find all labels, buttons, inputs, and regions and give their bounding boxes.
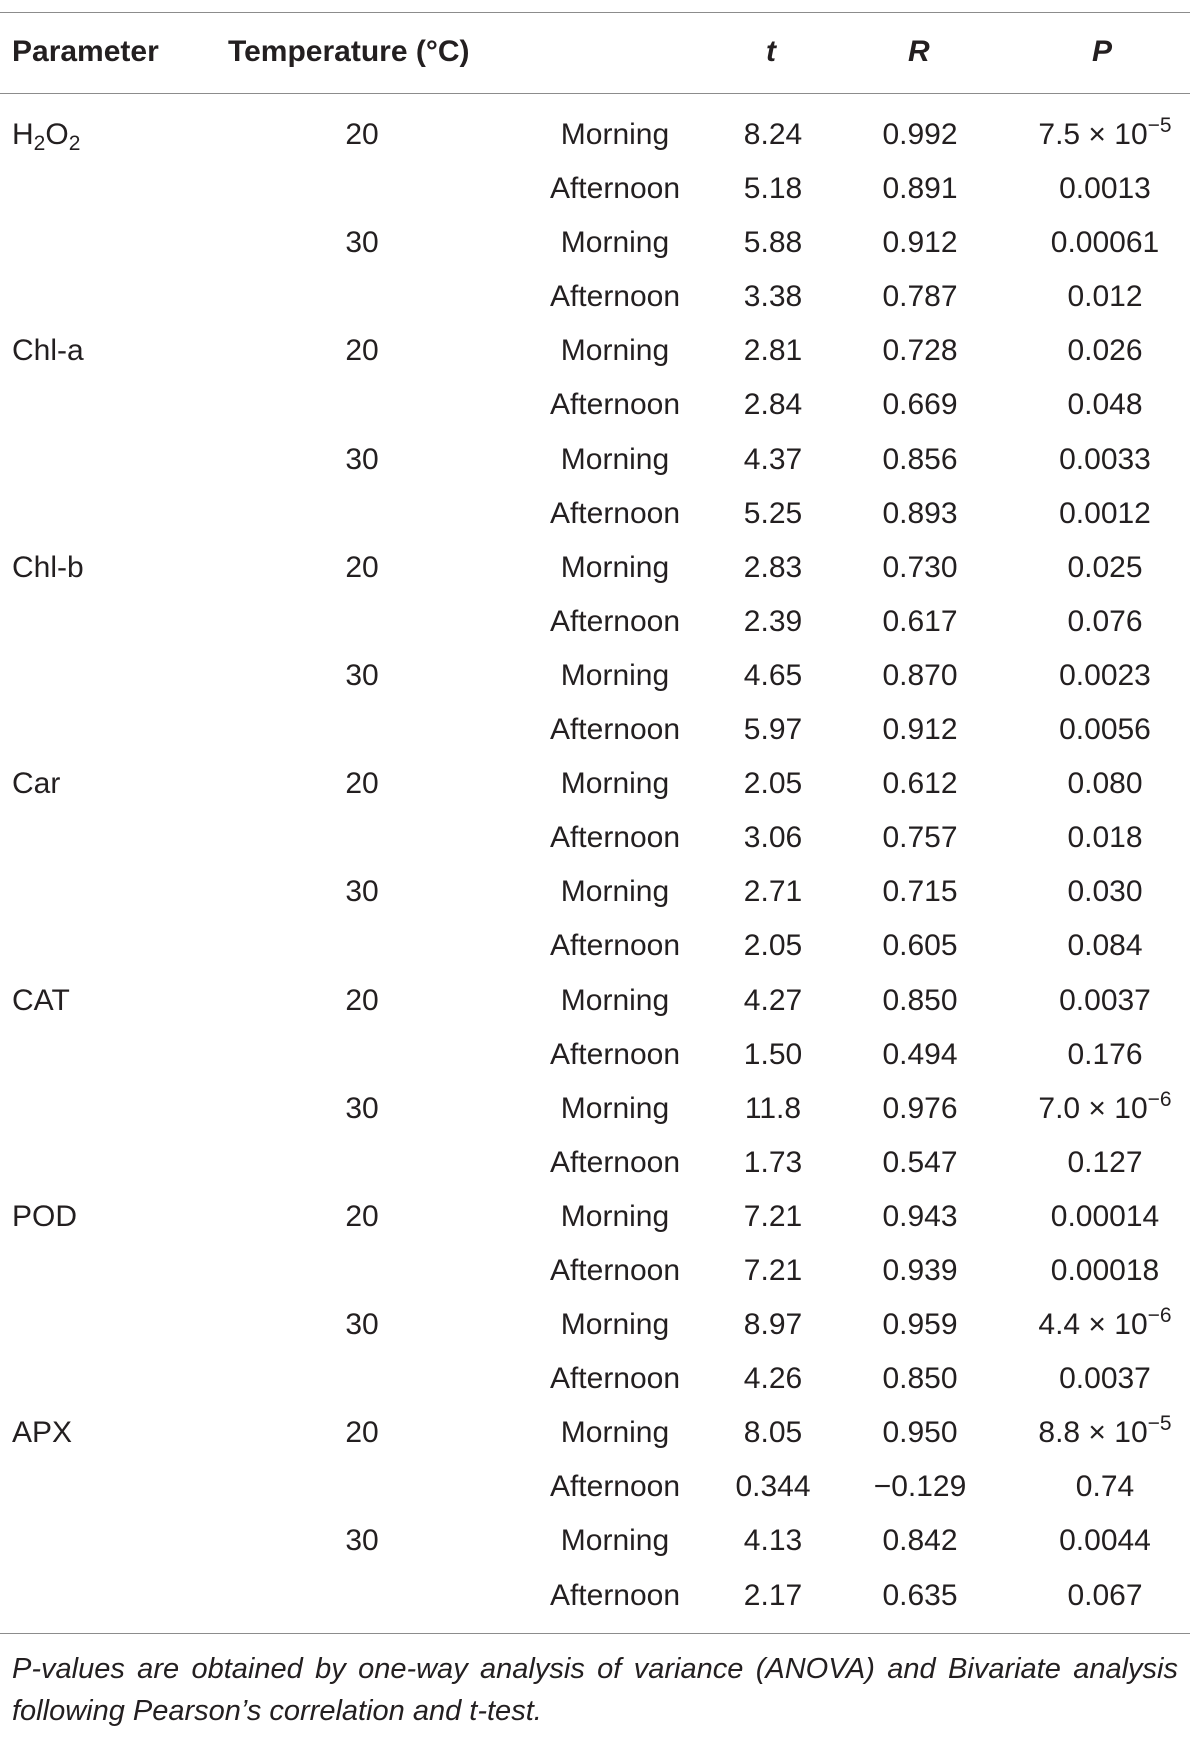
- cell-p-value: 0.018: [1067, 821, 1143, 855]
- table-row: [0, 108, 1190, 162]
- cell-t-value: 11.8: [744, 1091, 802, 1125]
- table-row: [0, 216, 1190, 270]
- table-footnote: P-values are obtained by one-way analysis of variance (ANOVA) and Bivariate analysis following Pearson’s correlation and t-test.: [12, 1652, 1178, 1727]
- cell-t-value: 2.05: [743, 929, 803, 963]
- cell-r-value: 0.617: [882, 604, 958, 638]
- cell-r-value: 0.891: [882, 172, 958, 206]
- table-row: [0, 378, 1190, 432]
- cell-temperature: 30: [345, 658, 379, 692]
- cell-t-value: 4.37: [743, 442, 803, 476]
- cell-p-value: 0.0037: [1059, 1362, 1151, 1396]
- cell-time-of-day: Morning: [560, 1524, 670, 1558]
- cell-r-value: 0.494: [882, 1037, 958, 1071]
- cell-r-value: 0.757: [882, 821, 958, 855]
- cell-t-value: 4.27: [743, 983, 803, 1017]
- cell-t-value: 0.344: [735, 1470, 811, 1504]
- cell-t-value: 2.17: [743, 1578, 803, 1612]
- cell-temperature: 30: [345, 1524, 379, 1558]
- cell-r-value: 0.850: [882, 1362, 958, 1396]
- cell-temperature: 30: [345, 226, 379, 260]
- cell-temperature: 20: [345, 1416, 379, 1450]
- cell-t-value: 8.05: [743, 1416, 803, 1450]
- cell-r-value: 0.728: [882, 334, 958, 368]
- cell-temperature: 20: [345, 1199, 379, 1233]
- cell-r-value: 0.605: [882, 929, 958, 963]
- table-row: [0, 487, 1190, 541]
- cell-r-value: 0.893: [882, 496, 958, 530]
- p-value-mantissa: 4.4 × 10: [1038, 1308, 1148, 1342]
- cell-p-value: 0.176: [1067, 1037, 1143, 1071]
- cell-parameter: $H_2O_2$: [12, 118, 81, 155]
- cell-t-value: 2.81: [743, 334, 803, 368]
- table-row: [0, 1298, 1190, 1352]
- cell-parameter: Chl-a: [12, 334, 84, 368]
- table-row: [0, 324, 1190, 378]
- cell-temperature: 20: [345, 334, 379, 368]
- header-p: P: [1092, 35, 1113, 68]
- cell-time-of-day: Afternoon: [549, 496, 681, 530]
- cell-r-value: 0.856: [882, 442, 958, 476]
- table-row: [0, 162, 1190, 216]
- cell-time-of-day: Morning: [560, 875, 670, 909]
- cell-r-value: 0.870: [882, 658, 958, 692]
- cell-p-value: 0.0012: [1059, 496, 1151, 530]
- table-row: [0, 1028, 1190, 1082]
- cell-p-value: 0.012: [1067, 280, 1143, 314]
- cell-t-value: 8.97: [743, 1308, 803, 1342]
- cell-time-of-day: Morning: [560, 118, 670, 151]
- cell-temperature: 20: [345, 983, 379, 1017]
- cell-time-of-day: Afternoon: [549, 1578, 681, 1612]
- cell-t-value: 1.73: [743, 1145, 803, 1179]
- table-row: [0, 1136, 1190, 1190]
- cell-p-value: 0.127: [1067, 1145, 1143, 1179]
- cell-t-value: 4.26: [743, 1362, 803, 1396]
- cell-r-value: 0.730: [882, 550, 958, 584]
- cell-temperature: 20: [345, 767, 379, 801]
- cell-r-value: 0.547: [882, 1145, 958, 1179]
- cell-r-value: 0.635: [882, 1578, 958, 1612]
- table-row: [0, 919, 1190, 973]
- cell-time-of-day: Afternoon: [549, 1470, 681, 1504]
- header-parameter: Parameter: [12, 35, 159, 68]
- cell-time-of-day: Afternoon: [549, 172, 681, 206]
- p-value-exponent: −6: [1147, 1087, 1172, 1111]
- cell-p-value: 0.74: [1075, 1470, 1135, 1504]
- cell-p-value: 0.076: [1067, 604, 1143, 638]
- cell-p-value: [1000, 1087, 1200, 1126]
- cell-p-value: 0.00014: [1050, 1199, 1160, 1233]
- cell-temperature: 20: [345, 118, 379, 151]
- table-row: [0, 811, 1190, 865]
- cell-p-value: 0.048: [1067, 388, 1143, 422]
- cell-temperature: 30: [345, 1091, 379, 1125]
- cell-time-of-day: Afternoon: [549, 388, 681, 422]
- cell-time-of-day: Morning: [560, 983, 670, 1017]
- table-row: [0, 1082, 1190, 1136]
- cell-temperature: 20: [345, 550, 379, 584]
- cell-parameter: APX: [12, 1416, 73, 1450]
- table-row: [0, 270, 1190, 324]
- cell-p-value: 0.0056: [1059, 713, 1151, 747]
- cell-parameter: POD: [12, 1199, 78, 1233]
- cell-p-value: [1000, 1304, 1200, 1342]
- cell-time-of-day: Afternoon: [549, 604, 681, 638]
- cell-p-value: 0.026: [1067, 334, 1143, 368]
- table-body: [0, 94, 1190, 1633]
- cell-time-of-day: Afternoon: [549, 1037, 681, 1071]
- cell-parameter: CAT: [12, 983, 70, 1017]
- cell-time-of-day: Morning: [560, 442, 670, 476]
- cell-time-of-day: Morning: [560, 658, 670, 692]
- cell-t-value: 5.25: [743, 496, 803, 530]
- cell-temperature: 30: [345, 1308, 379, 1342]
- cell-p-value: 0.00061: [1050, 226, 1160, 260]
- cell-p-value: 0.0033: [1059, 442, 1151, 476]
- cell-t-value: 5.97: [743, 713, 803, 747]
- cell-time-of-day: Afternoon: [549, 1253, 681, 1287]
- table-row: [0, 703, 1190, 757]
- cell-r-value: 0.943: [882, 1199, 958, 1233]
- table-row: [0, 1352, 1190, 1406]
- table-row: [0, 1406, 1190, 1460]
- table-row: [0, 1190, 1190, 1244]
- cell-r-value: 0.939: [882, 1253, 958, 1287]
- table-row: [0, 865, 1190, 919]
- p-value-exponent: −5: [1147, 1412, 1172, 1436]
- header-t: t: [766, 35, 776, 68]
- cell-p-value: [1000, 1412, 1200, 1450]
- table-header-row: [0, 13, 1190, 93]
- cell-r-value: −0.129: [873, 1470, 967, 1504]
- table-row: [0, 595, 1190, 649]
- cell-t-value: 2.83: [743, 550, 803, 584]
- cell-t-value: 5.18: [743, 172, 803, 206]
- table-row: [0, 541, 1190, 595]
- cell-p-value: 0.0037: [1059, 983, 1151, 1017]
- cell-time-of-day: Morning: [560, 334, 670, 368]
- cell-p-value: 0.067: [1067, 1578, 1143, 1612]
- cell-time-of-day: Morning: [560, 550, 670, 584]
- cell-time-of-day: Afternoon: [549, 929, 681, 963]
- cell-t-value: 2.71: [743, 875, 803, 909]
- cell-t-value: 1.50: [743, 1037, 803, 1071]
- cell-p-value: 0.0044: [1059, 1524, 1151, 1558]
- cell-time-of-day: Afternoon: [549, 821, 681, 855]
- cell-r-value: 0.976: [882, 1091, 958, 1125]
- cell-r-value: 0.992: [882, 118, 958, 151]
- cell-t-value: 5.88: [743, 226, 803, 260]
- cell-t-value: 3.06: [743, 821, 803, 855]
- cell-r-value: 0.669: [882, 388, 958, 422]
- cell-t-value: 8.24: [743, 118, 803, 151]
- cell-time-of-day: Morning: [560, 1091, 670, 1125]
- cell-p-value: [1000, 114, 1200, 152]
- header-r: R: [908, 35, 930, 68]
- cell-p-value: 0.0023: [1059, 658, 1151, 692]
- cell-time-of-day: Afternoon: [549, 713, 681, 747]
- cell-t-value: 2.84: [743, 388, 803, 422]
- table-row: [0, 974, 1190, 1028]
- cell-time-of-day: Morning: [560, 767, 670, 801]
- cell-temperature: 30: [345, 442, 379, 476]
- cell-r-value: 0.850: [882, 983, 958, 1017]
- table-row: [0, 649, 1190, 703]
- table-row: [0, 1460, 1190, 1514]
- cell-time-of-day: Morning: [560, 226, 670, 260]
- cell-t-value: 4.13: [743, 1524, 803, 1558]
- table-row: [0, 433, 1190, 487]
- cell-r-value: 0.612: [882, 767, 958, 801]
- table-row: [0, 1514, 1190, 1568]
- cell-t-value: 3.38: [743, 280, 803, 314]
- cell-t-value: 4.65: [743, 658, 803, 692]
- cell-parameter: Chl-b: [12, 550, 84, 584]
- cell-r-value: 0.787: [882, 280, 958, 314]
- cell-time-of-day: Afternoon: [549, 280, 681, 314]
- p-value-exponent: −5: [1147, 114, 1172, 137]
- cell-time-of-day: Morning: [560, 1308, 670, 1342]
- cell-time-of-day: Afternoon: [549, 1145, 681, 1179]
- table-row: [0, 757, 1190, 811]
- cell-time-of-day: Morning: [560, 1199, 670, 1233]
- p-value-mantissa: 8.8 × 10: [1038, 1416, 1148, 1450]
- cell-r-value: 0.950: [882, 1416, 958, 1450]
- cell-p-value: 0.00018: [1050, 1253, 1160, 1287]
- cell-t-value: 2.39: [743, 604, 803, 638]
- cell-time-of-day: Afternoon: [549, 1362, 681, 1396]
- cell-t-value: 2.05: [743, 767, 803, 801]
- cell-t-value: 7.21: [743, 1199, 803, 1233]
- cell-r-value: 0.959: [882, 1308, 958, 1342]
- cell-r-value: 0.842: [882, 1524, 958, 1558]
- cell-p-value: 0.080: [1067, 767, 1143, 801]
- cell-p-value: 0.030: [1067, 875, 1143, 909]
- cell-r-value: 0.715: [882, 875, 958, 909]
- cell-parameter: Car: [12, 767, 61, 801]
- table-row: [0, 1244, 1190, 1298]
- cell-p-value: 0.0013: [1059, 172, 1151, 206]
- cell-p-value: 0.084: [1067, 929, 1143, 963]
- cell-t-value: 7.21: [743, 1253, 803, 1287]
- header-temperature: Temperature (°C): [228, 35, 470, 68]
- cell-r-value: 0.912: [882, 713, 958, 747]
- cell-r-value: 0.912: [882, 226, 958, 260]
- p-value-mantissa: 7.5 × 10: [1038, 118, 1148, 151]
- p-value-mantissa: 7.0 × 10: [1038, 1091, 1148, 1125]
- p-value-exponent: −6: [1147, 1304, 1172, 1328]
- cell-time-of-day: Morning: [560, 1416, 670, 1450]
- cell-temperature: 30: [345, 875, 379, 909]
- results-table: [0, 12, 1190, 1732]
- table-row: [0, 1569, 1190, 1623]
- cell-p-value: 0.025: [1067, 550, 1143, 584]
